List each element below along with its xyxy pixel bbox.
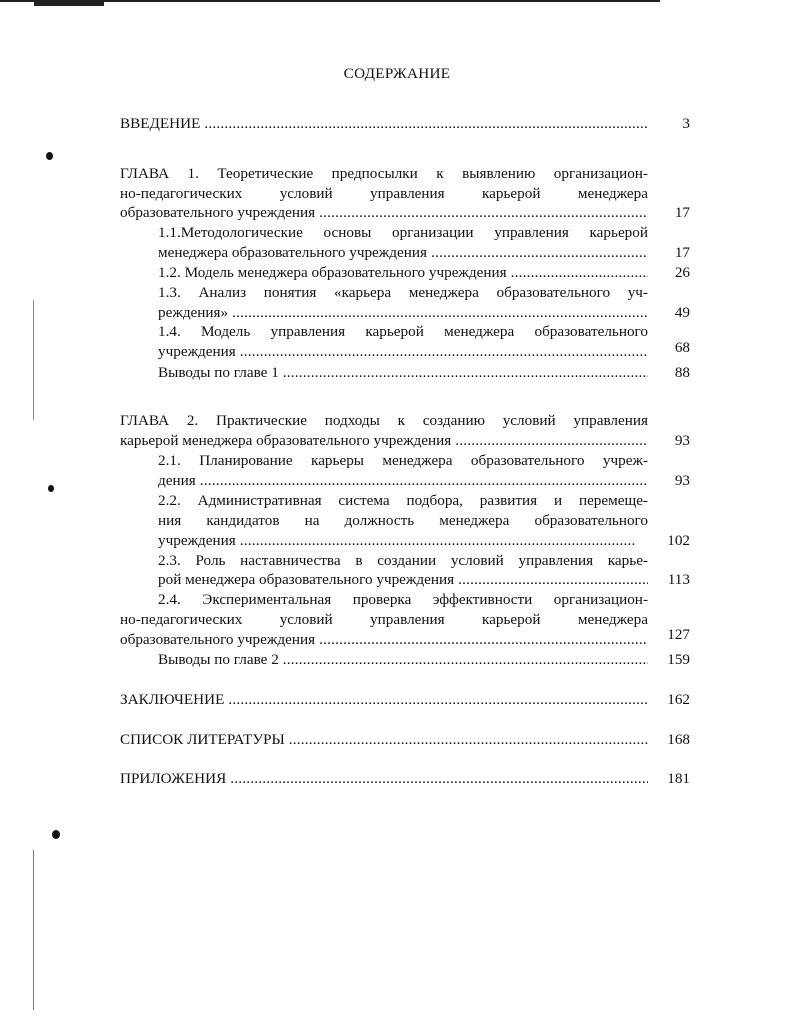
toc-conclusion: ЗАКЛЮЧЕНИЕ ..... bbox=[120, 690, 648, 710]
toc-1-2: 1.2. Модель менеджера образовательного учреждения ..... bbox=[158, 263, 648, 283]
toc-2-1-line1: 2.1. Планирование карьеры менеджера образовательного учреж- bbox=[158, 452, 648, 469]
scan-speck bbox=[46, 152, 53, 160]
toc-conclusion-page: 162 bbox=[667, 691, 690, 708]
toc-2-3-line2: рой менеджера образовательного учреждения ..... bbox=[158, 570, 648, 590]
toc-chapter1-line2: но-педагогических условий управления карьерой менеджера bbox=[120, 185, 648, 202]
toc-2-1-line2: дения ..... bbox=[158, 471, 648, 491]
toc-chapter2-conclusions-page: 159 bbox=[667, 651, 690, 668]
toc-1-1-line1: 1.1.Методологические основы организации управления карьерой bbox=[158, 224, 648, 241]
page-title: СОДЕРЖАНИЕ bbox=[343, 65, 451, 82]
toc-2-4-line2: но-педагогических условий управления карьерой менеджера bbox=[120, 611, 648, 628]
toc-chapter2-line2: карьерой менеджера образовательного учреждения ..... bbox=[120, 431, 648, 451]
toc-chapter2-conclusions: Выводы по главе 2 ..... bbox=[158, 650, 648, 670]
toc-2-1-page: 93 bbox=[674, 472, 690, 489]
toc-1-3-line2: реждения» ..... bbox=[158, 303, 648, 323]
toc-1-4-line1: 1.4. Модель управления карьерой менеджера образовательного bbox=[158, 323, 648, 340]
scan-speck bbox=[48, 485, 54, 492]
toc-2-2-page: 102 bbox=[667, 532, 690, 549]
scan-top-mark bbox=[34, 2, 104, 6]
toc-1-4-line2: учреждения ..... bbox=[158, 342, 648, 362]
toc-chapter2-page: 93 bbox=[674, 432, 690, 449]
toc-2-3-line1: 2.3. Роль наставничества в создании условий управления карье- bbox=[158, 552, 648, 569]
toc-1-2-page: 26 bbox=[674, 264, 690, 281]
toc-chapter1-conclusions-page: 88 bbox=[674, 364, 690, 381]
toc-1-1-page: 17 bbox=[674, 244, 690, 261]
toc-references: СПИСОК ЛИТЕРАТУРЫ ..... bbox=[120, 730, 648, 750]
toc-chapter1-page: 17 bbox=[674, 204, 690, 221]
toc-references-page: 168 bbox=[667, 731, 690, 748]
toc-appendices: ПРИЛОЖЕНИЯ ..... bbox=[120, 769, 648, 789]
toc-2-3-page: 113 bbox=[667, 571, 690, 588]
toc-1-3-page: 49 bbox=[674, 304, 690, 321]
toc-2-4-line3: образовательного учреждения ..... bbox=[120, 630, 648, 650]
toc-2-4-line1: 2.4. Экспериментальная проверка эффективности организацион- bbox=[158, 591, 648, 608]
toc-1-1-line2: менеджера образовательного учреждения ..... bbox=[158, 243, 648, 263]
toc-intro: ВВЕДЕНИЕ ..... bbox=[120, 114, 648, 134]
toc-intro-page: 3 bbox=[682, 115, 690, 132]
toc-2-4-page: 127 bbox=[667, 626, 690, 643]
toc-appendices-page: 181 bbox=[667, 770, 690, 787]
toc-chapter1-line3: образовательного учреждения ..... bbox=[120, 203, 648, 223]
toc-1-3-line1: 1.3. Анализ понятия «карьера менеджера образовательного уч- bbox=[158, 284, 648, 301]
toc-2-2-line3: учреждения ..... bbox=[158, 531, 636, 551]
scan-left-edge bbox=[33, 300, 34, 420]
scan-left-edge-lower bbox=[33, 850, 34, 1010]
toc-2-2-line1: 2.2. Административная система подбора, развития и перемеще- bbox=[158, 492, 648, 509]
toc-chapter1-line1: ГЛАВА 1. Теоретические предпосылки к выявлению организацион- bbox=[120, 165, 648, 182]
toc-2-2-line2: ния кандидатов на должность менеджера образовательного bbox=[158, 512, 648, 529]
toc-chapter2-line1: ГЛАВА 2. Практические подходы к созданию условий управления bbox=[120, 412, 648, 429]
toc-chapter1-conclusions: Выводы по главе 1 ..... bbox=[158, 363, 648, 383]
scan-speck bbox=[52, 830, 60, 839]
toc-1-4-page: 68 bbox=[674, 339, 690, 356]
